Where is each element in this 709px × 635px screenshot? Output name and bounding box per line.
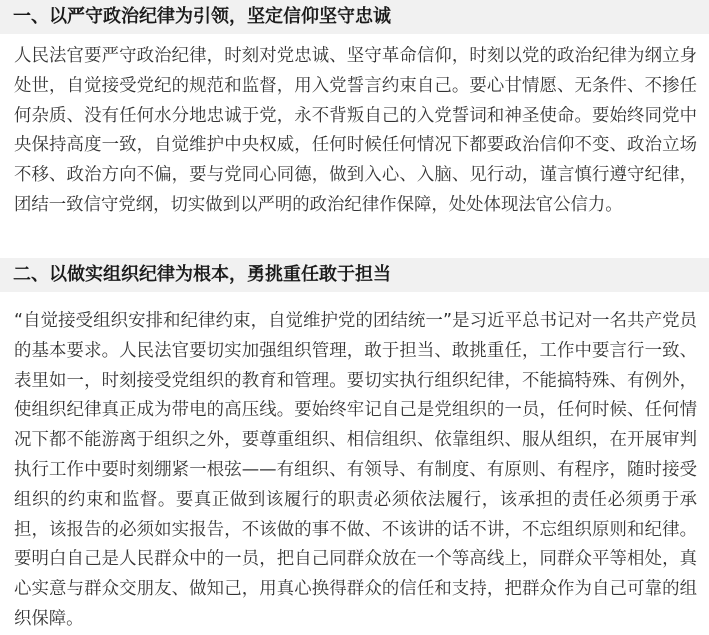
section-2-paragraph: “自觉接受组织安排和纪律约束，自觉维护党的团结统一”是习近平总书记对一名共产党员的基本要求。人民法官要切实加强组织管理，敢于担当、敢挑重任，工作中要言行一致、表里如一，时刻接受党组织的教育和管理。要切实执行组织纪律，不能搞特殊、有例外，使组织纪律真正成为带电的高压线。要始终牢记自己是党组织的一员，任何时候、任何情况下都不能游离于组织之外，要尊重组织、相信组织、依靠组织、服从组织，在开展审判执行工作中要时刻绷紧一根弦——有组织、有领导、有制度、有原则、有程序，随时接受组织的约束和监督。要真正做到该履行的职责必须依法履行，该承担的责任必须勇于承担，该报告的必须如实报告，不该做的事不做、不该讲的话不讲，不忘组织原则和纪律。要明白自己是人民群众中的一员，把自己同群众放在一个等高线上，同群众平等相处，真心实意与群众交朋友、做知己，用真心换得群众的信任和支持，把群众作为自己可靠的组织保障。 [14,311,697,629]
section-2-heading: 二、以做实组织纪律为根本，勇挑重任敢于担当 [0,258,709,292]
section-1-heading: 一、以严守政治纪律为引领，坚定信仰坚守忠诚 [0,0,709,34]
section-1-paragraph: 人民法官要严守政治纪律，时刻对党忠诚、坚守革命信仰，时刻以党的政治纪律为纲立身处世，自觉接受党纪的规范和监督，用入党誓言约束自己。要心甘情愿、无条件、不掺任何杂质、没有任何水分地忠诚于党，永不背叛自己的入党誓词和神圣使命。要始终同党中央保持高度一致，自觉维护中央权威，任何时候任何情况下都要政治信仰不变、政治立场不移、政治方向不偏，要与党同心同德，做到入心、入脑、见行动，谨言慎行遵守纪律，团结一致信守党纲，切实做到以严明的政治纪律作保障，处处体现法官公信力。 [14,46,697,215]
